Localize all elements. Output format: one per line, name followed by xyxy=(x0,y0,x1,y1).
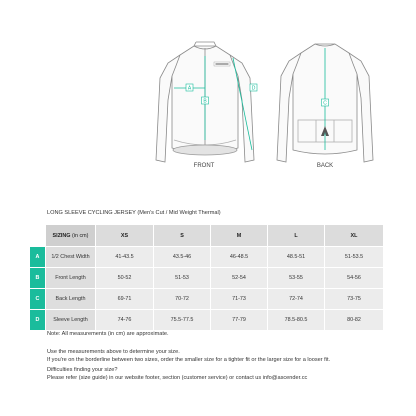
help-contact-text: Please refer (size guide) in our website footer, section (customer service) or contact us info@ascender.cc xyxy=(47,375,308,381)
table-cell: 75.5-77.5 xyxy=(154,310,211,331)
size-header-m: M xyxy=(211,225,268,247)
back-caption: BACK xyxy=(316,163,334,169)
svg-text:B: B xyxy=(203,98,207,105)
measurement-note: Note: All measurements (in cm) are approximate. xyxy=(47,331,169,337)
sizing-unit: (in cm) xyxy=(72,232,89,239)
table-cell: 48.5-51 xyxy=(268,247,325,268)
row-label: Back Length xyxy=(46,289,96,310)
table-cell: 50-52 xyxy=(96,268,154,289)
front-marker-b xyxy=(202,97,209,105)
table-cell: 51-53.5 xyxy=(325,247,384,268)
row-letter: D xyxy=(30,310,46,331)
table-cell: 51-53 xyxy=(154,268,211,289)
table-cell: 41-43.5 xyxy=(96,247,154,268)
svg-text:C: C xyxy=(323,100,327,107)
table-row xyxy=(30,289,384,310)
borderline-note: If you're on the borderline between two sizes, order the smaller size for a tighter fit or the larger size for a looser fit. xyxy=(47,357,331,363)
size-header-xs: XS xyxy=(96,225,154,247)
size-header-xl: XL xyxy=(325,225,384,247)
table-cell: 77-79 xyxy=(211,310,268,331)
logo-icon xyxy=(214,62,230,66)
table-cell: 78.5-80.5 xyxy=(268,310,325,331)
table-cell: 53-55 xyxy=(268,268,325,289)
back-marker-c xyxy=(322,99,329,107)
row-label: 1/2 Chest Width xyxy=(46,247,96,268)
row-letter: A xyxy=(30,247,46,268)
table-title: LONG SLEEVE CYCLING JERSEY (Men's Cut / Mid Weight Thermal) xyxy=(47,210,221,216)
svg-text:A: A xyxy=(187,85,192,92)
svg-text:D: D xyxy=(251,85,256,92)
size-header-s: S xyxy=(154,225,211,247)
table-row xyxy=(30,268,384,289)
table-row xyxy=(30,247,384,268)
front-caption: FRONT xyxy=(193,163,215,169)
sizing-label: SIZING xyxy=(52,232,71,239)
table-cell: 72-74 xyxy=(268,289,325,310)
table-cell: 70-72 xyxy=(154,289,211,310)
front-marker-d xyxy=(250,84,257,92)
row-label: Front Length xyxy=(46,268,96,289)
table-header-row xyxy=(30,225,384,247)
table-cell: 52-54 xyxy=(211,268,268,289)
jersey-diagram xyxy=(0,0,416,200)
header-blank-cell xyxy=(30,225,46,247)
size-header-l: L xyxy=(268,225,325,247)
table-cell: 74-76 xyxy=(96,310,154,331)
sizing-header xyxy=(46,225,96,247)
table-cell: 71-73 xyxy=(211,289,268,310)
table-cell: 46-48.5 xyxy=(211,247,268,268)
table-cell: 54-56 xyxy=(325,268,384,289)
table-cell: 80-82 xyxy=(325,310,384,331)
table-cell: 43.5-46 xyxy=(154,247,211,268)
usage-note: Use the measurements above to determine your size. xyxy=(47,349,180,355)
table-cell: 69-71 xyxy=(96,289,154,310)
help-question: Difficulties finding your size? xyxy=(47,367,118,373)
table-row xyxy=(30,310,384,331)
row-letter: B xyxy=(30,268,46,289)
row-letter: C xyxy=(30,289,46,310)
table-cell: 73-75 xyxy=(325,289,384,310)
row-label: Sleeve Length xyxy=(46,310,96,331)
size-table xyxy=(29,224,384,331)
front-marker-a xyxy=(186,84,193,92)
